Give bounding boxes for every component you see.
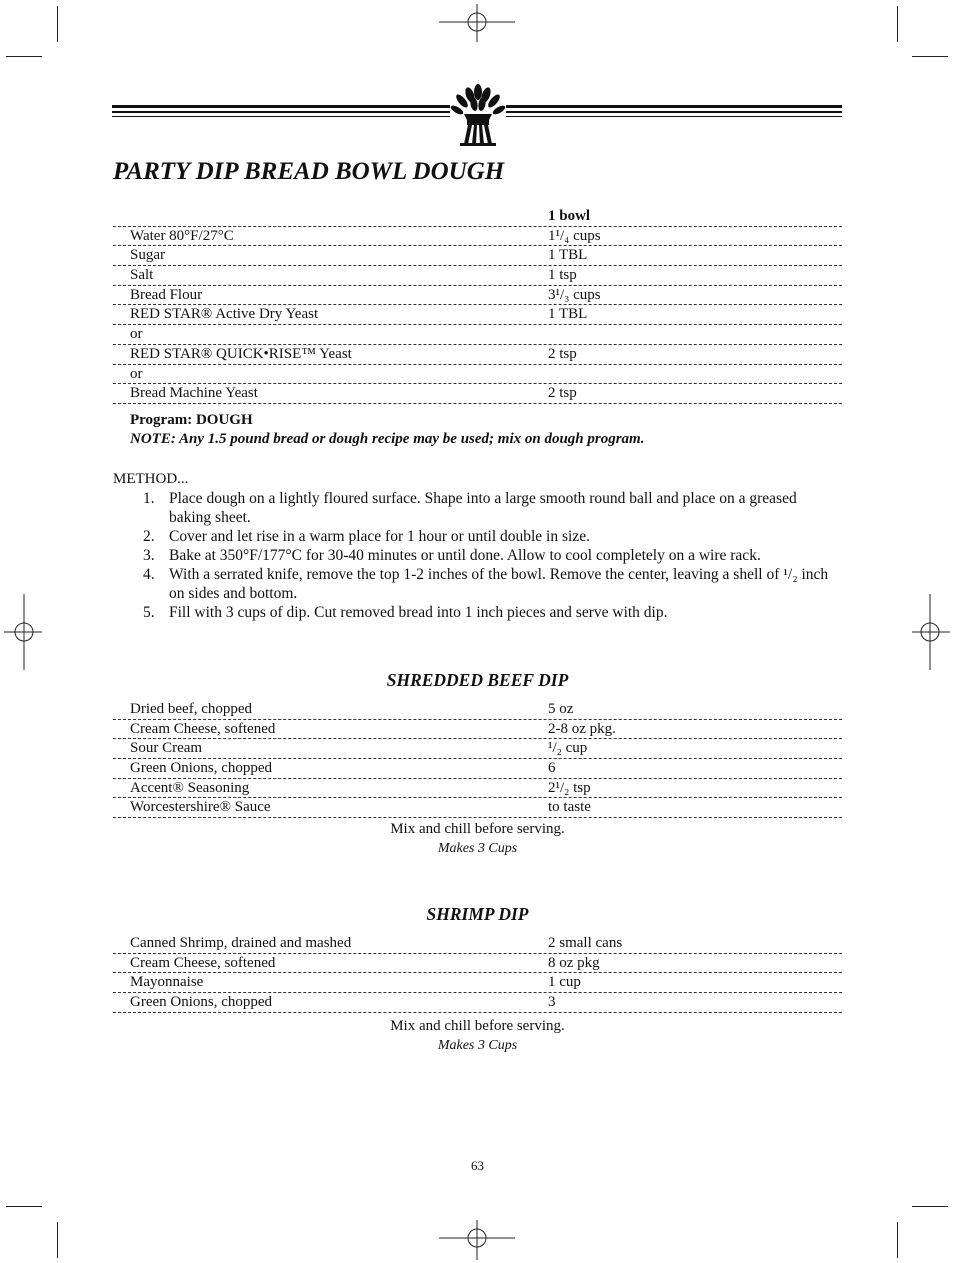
beef-dip-yield: Makes 3 Cups: [437, 841, 518, 856]
ingredient-amount: 6: [548, 760, 556, 777]
step-text: Cover and let rise in a warm place for 1 hour or until double in size.: [169, 528, 590, 545]
crop-mark-icon: [897, 1222, 898, 1258]
table-row: [113, 934, 842, 954]
ingredient-amount: 2¹/₂ tsp: [548, 779, 591, 796]
method-step: [113, 527, 842, 546]
ingredient-amount: 1 cup: [548, 974, 581, 991]
registration-mark-icon: [437, 4, 517, 44]
table-row: [113, 700, 842, 720]
ingredient-name: Cream Cheese, softened: [130, 954, 276, 971]
ingredient-name: Water 80°F/27°C: [130, 227, 234, 244]
crop-mark-icon: [6, 56, 42, 57]
method-steps: [113, 489, 842, 622]
method-step: [113, 546, 842, 565]
ingredient-name: Mayonnaise: [130, 974, 204, 991]
table-row: [113, 325, 842, 345]
registration-mark-icon: [437, 1218, 517, 1260]
ingredient-name: Canned Shrimp, drained and mashed: [130, 935, 352, 951]
table-row: [113, 227, 842, 247]
shrimp-dip-title: SHRIMP DIP: [426, 904, 529, 924]
ingredient-name: or: [130, 365, 143, 382]
table-row: [113, 305, 842, 325]
method-step: [113, 603, 842, 622]
ingredient-amount: 1 tsp: [548, 267, 577, 284]
table-row: [113, 739, 842, 759]
page-number: 63: [471, 1158, 484, 1173]
ingredient-name: or: [130, 326, 143, 343]
ingredient-amount: 1¹/₄ cups: [548, 227, 601, 244]
table-row: [113, 993, 842, 1013]
ingredient-amount: 8 oz pkg: [548, 954, 600, 971]
table-header-row: [113, 207, 842, 227]
step-text: With a serrated knife, remove the top 1-2 inches of the bowl. Remove the center, leaving a shell of ¹/₂ inch on sides and bottom.: [169, 566, 829, 602]
step-number: 3.: [143, 547, 155, 564]
ingredient-name: Salt: [130, 267, 154, 284]
table-row: [113, 246, 842, 266]
note-text: NOTE: Any 1.5 pound bread or dough recipe may be used; mix on dough program.: [130, 431, 645, 447]
shrimp-dip-ingredient-table: [113, 934, 842, 1013]
shrimp-dip-yield: Makes 3 Cups: [437, 1038, 518, 1053]
step-text: Bake at 350°F/177°C for 30-40 minutes or until done. Allow to cool completely on a wire rack.: [169, 547, 761, 564]
crop-mark-icon: [912, 56, 948, 57]
ingredient-name: Bread Machine Yeast: [130, 385, 258, 402]
crop-mark-icon: [57, 6, 58, 42]
crop-mark-icon: [57, 1222, 58, 1258]
ingredient-name: Green Onions, chopped: [130, 994, 273, 1011]
table-row: [113, 266, 842, 286]
beef-dip-title: SHREDDED BEEF DIP: [386, 670, 569, 690]
column-header: 1 bowl: [548, 208, 591, 224]
ingredient-name: Accent® Seasoning: [130, 779, 250, 796]
crop-mark-icon: [912, 1206, 948, 1207]
ingredient-name: RED STAR® QUICK•RISE™ Yeast: [130, 345, 352, 362]
ingredient-amount: 1 TBL: [548, 306, 588, 323]
step-text: Fill with 3 cups of dip. Cut removed bread into 1 inch pieces and serve with dip.: [169, 604, 668, 621]
ingredient-amount: ¹/₂ cup: [548, 740, 588, 757]
crop-mark-icon: [6, 1206, 42, 1207]
table-row: [113, 720, 842, 740]
method-step: [113, 489, 842, 527]
ingredient-amount: to taste: [548, 799, 591, 816]
ingredient-amount: 3¹/₃ cups: [548, 286, 601, 303]
ingredient-name: Sour Cream: [130, 740, 203, 757]
step-number: 1.: [143, 490, 155, 507]
beef-dip-ingredient-table: [113, 700, 842, 818]
ingredient-amount: 2 tsp: [548, 345, 577, 362]
step-number: 2.: [143, 528, 155, 545]
ingredient-amount: 2-8 oz pkg.: [548, 720, 616, 737]
table-row: [113, 384, 842, 404]
method-heading: METHOD...: [113, 471, 189, 487]
registration-mark-icon: [4, 592, 44, 672]
beef-dip-instruction: Mix and chill before serving.: [390, 821, 565, 837]
table-row: [113, 286, 842, 306]
ingredient-name: Green Onions, chopped: [130, 760, 273, 777]
table-row: [113, 779, 842, 799]
table-row: [113, 345, 842, 365]
table-row: [113, 798, 842, 818]
ingredient-name: Sugar: [130, 247, 165, 264]
table-row: [113, 759, 842, 779]
page-title: PARTY DIP BREAD BOWL DOUGH: [113, 158, 505, 185]
ingredient-amount: 3: [548, 994, 556, 1011]
ingredient-name: Worcestershire® Sauce: [130, 799, 271, 816]
ingredient-name: Bread Flour: [130, 286, 203, 303]
dough-ingredient-table: [113, 207, 842, 404]
table-row: [113, 973, 842, 993]
wheat-sheaf-emblem: [450, 82, 506, 148]
step-number: 4.: [143, 566, 155, 583]
ingredient-amount: 2 tsp: [548, 385, 577, 402]
step-text: Place dough on a lightly floured surface. Shape into a large smooth round ball and place on a greased baking sheet.: [169, 490, 797, 526]
registration-mark-icon: [910, 592, 950, 672]
ingredient-name: Dried beef, chopped: [130, 701, 253, 717]
program-label: Program: DOUGH: [130, 412, 253, 428]
ingredient-amount: 5 oz: [548, 701, 574, 717]
table-row: [113, 954, 842, 974]
ingredient-name: RED STAR® Active Dry Yeast: [130, 306, 319, 323]
ingredient-name: Cream Cheese, softened: [130, 720, 276, 737]
shrimp-dip-instruction: Mix and chill before serving.: [390, 1018, 565, 1034]
ingredient-amount: 1 TBL: [548, 247, 588, 264]
ingredient-amount: 2 small cans: [548, 935, 623, 951]
crop-mark-icon: [897, 6, 898, 42]
step-number: 5.: [143, 604, 155, 621]
table-row: [113, 365, 842, 385]
method-step: [113, 565, 842, 603]
